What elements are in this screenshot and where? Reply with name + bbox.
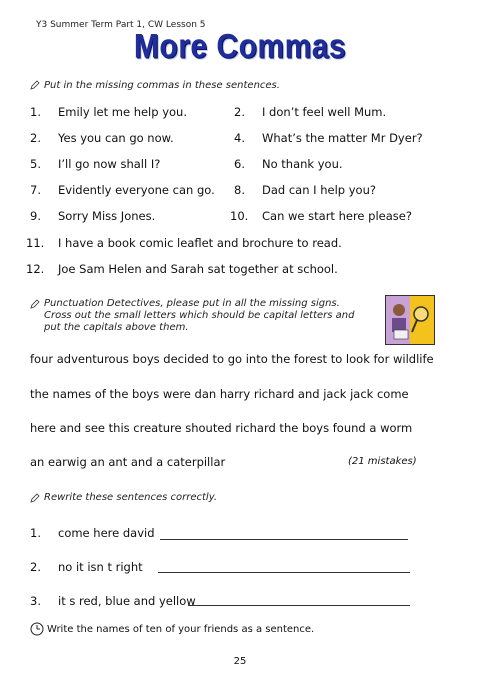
paragraph-line: here and see this creature shouted richard the boys found a worm — [30, 421, 413, 435]
paragraph-line: the names of the boys were dan harry richard and jack jack come — [30, 387, 409, 401]
sentence: Emily let me help you. — [58, 105, 187, 119]
clock-icon — [30, 622, 44, 636]
sentence: Can we start here please? — [262, 209, 412, 223]
item-number: 12. — [26, 262, 45, 276]
instruction-text: Put in the missing commas in these sentences. — [44, 80, 280, 91]
item-number: 5. — [30, 157, 41, 171]
sentence: What’s the matter Mr Dyer? — [262, 131, 423, 145]
page-number: 25 — [233, 656, 247, 667]
item-number: 10. — [230, 209, 249, 223]
item-number: 2. — [30, 131, 41, 145]
mistakes-count: (21 mistakes) — [348, 456, 417, 467]
rewrite-sentence: come here david — [58, 526, 155, 540]
sentence: I have a book comic leaflet and brochure to read. — [58, 236, 342, 250]
item-number: 8. — [234, 183, 245, 197]
rewrite-sentence: it s red, blue and yellow — [58, 594, 196, 608]
sentence: Dad can I help you? — [262, 183, 376, 197]
sentence: I’ll go now shall I? — [58, 157, 161, 171]
sentence: No thank you. — [262, 157, 343, 171]
pencil-icon — [30, 493, 40, 503]
instruction-line: put the capitals above them. — [44, 322, 189, 333]
instruction-line: Cross out the small letters which should be capital letters and — [44, 310, 355, 321]
item-number: 9. — [30, 209, 41, 223]
instruction-detectives — [44, 298, 355, 334]
item-number: 7. — [30, 183, 41, 197]
sentence: Joe Sam Helen and Sarah sat together at school. — [58, 262, 338, 276]
instruction-commas — [30, 80, 280, 92]
item-number: 1. — [30, 526, 41, 540]
worksheet-header: Y3 Summer Term Part 1, CW Lesson 5 — [36, 20, 206, 30]
pencil-icon — [30, 299, 40, 309]
rewrite-sentence: no it isn t right — [58, 560, 143, 574]
sentence: Sorry Miss Jones. — [58, 209, 156, 223]
paragraph-line: an earwig an ant and a caterpillar — [30, 455, 226, 469]
item-number: 1. — [30, 105, 41, 119]
instruction-line: Punctuation Detectives, please put in all the missing signs. — [44, 298, 340, 309]
answer-line[interactable] — [160, 539, 408, 540]
extension-task — [30, 622, 314, 636]
item-number: 2. — [234, 105, 245, 119]
item-number: 6. — [234, 157, 245, 171]
pencil-icon — [30, 80, 40, 90]
page-title: More Commas — [133, 27, 347, 66]
detective-picture — [385, 295, 435, 345]
item-number: 2. — [30, 560, 41, 574]
item-number: 4. — [234, 131, 245, 145]
item-number: 3. — [30, 594, 41, 608]
extension-text: Write the names of ten of your friends as a sentence. — [47, 624, 315, 635]
item-number: 11. — [26, 236, 45, 250]
sentence: I don’t feel well Mum. — [262, 105, 387, 119]
paragraph-line: four adventurous boys decided to go into the forest to look for wildlife — [30, 352, 434, 366]
answer-line[interactable] — [158, 572, 410, 573]
sentence: Evidently everyone can go. — [58, 183, 215, 197]
answer-line[interactable] — [188, 605, 410, 606]
instruction-rewrite: Rewrite these sentences correctly. — [44, 492, 218, 503]
sentence: Yes you can go now. — [58, 131, 174, 145]
